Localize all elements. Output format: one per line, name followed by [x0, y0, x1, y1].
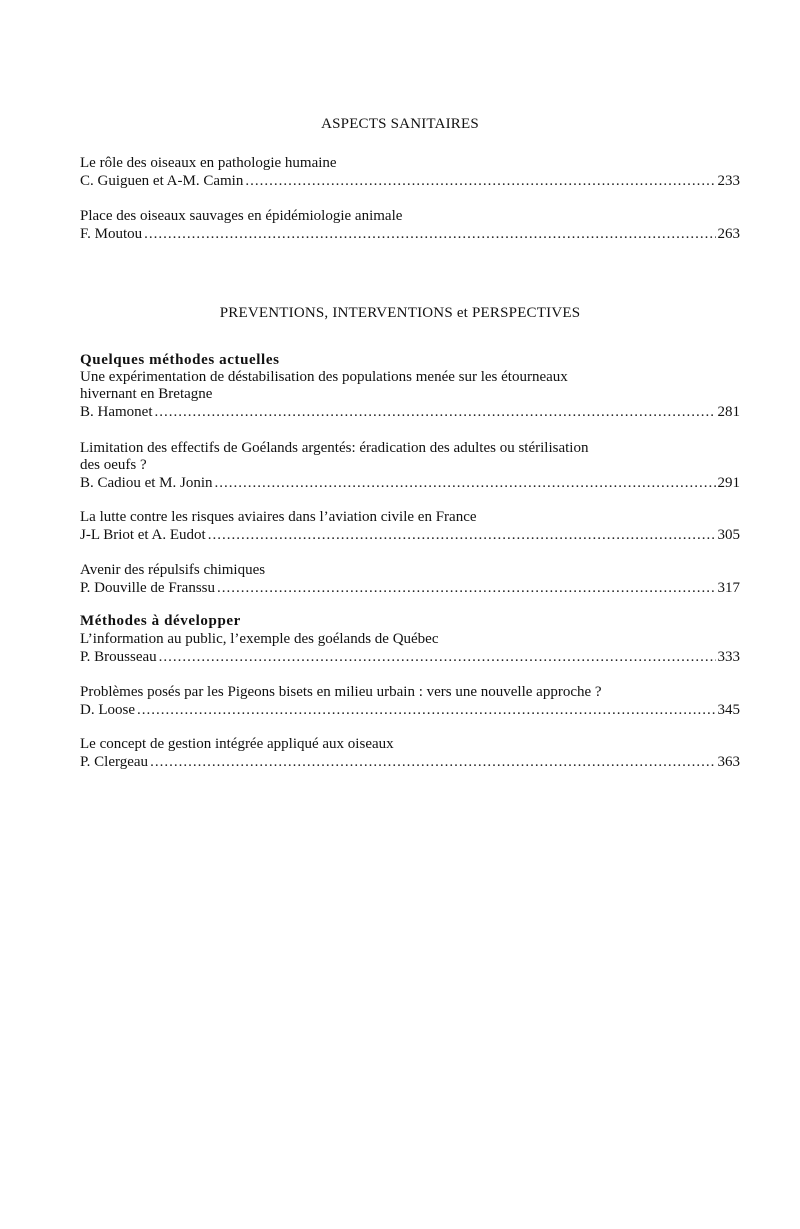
entry-page-number: 233 — [717, 173, 740, 189]
dot-leader — [245, 173, 715, 190]
entry-title: Limitation des effectifs de Goélands argentés: éradication des adultes ou stérilisation — [80, 440, 589, 456]
entry-author: D. Loose — [80, 702, 135, 718]
entry-page-number: 363 — [717, 754, 740, 770]
entry-author: C. Guiguen et A-M. Camin — [80, 173, 244, 189]
entry-author-line — [80, 527, 740, 545]
entry-title: L’information au public, l’exemple des goélands de Québec — [80, 631, 439, 647]
dot-leader — [155, 404, 716, 421]
entry-author: P. Douville de Franssu — [80, 580, 215, 596]
entry-author: P. Brousseau — [80, 649, 157, 665]
entry-page-number: 305 — [717, 527, 740, 543]
entry-author-line — [80, 580, 740, 598]
entry-title: Une expérimentation de déstabilisation des populations menée sur les étourneaux — [80, 369, 568, 385]
entry-title: Place des oiseaux sauvages en épidémiologie animale — [80, 208, 403, 224]
group-title-methodes-actuelles: Quelques méthodes actuelles — [80, 352, 280, 368]
entry-author: J-L Briot et A. Eudot — [80, 527, 206, 543]
entry-author-line — [80, 754, 740, 772]
entry-page-number: 291 — [717, 475, 740, 491]
dot-leader — [159, 649, 716, 666]
entry-author: P. Clergeau — [80, 754, 149, 770]
section-title-aspects-sanitaires: ASPECTS SANITAIRES — [321, 116, 479, 132]
entry-author-line — [80, 702, 740, 720]
entry-title: Problèmes posés par les Pigeons bisets en milieu urbain : vers une nouvelle approche ? — [80, 684, 602, 700]
entry-title-continued: hivernant en Bretagne — [80, 386, 213, 402]
group-title-methodes-a-developper: Méthodes à développer — [80, 613, 241, 629]
dot-leader — [217, 580, 716, 597]
dot-leader — [137, 702, 716, 719]
dot-leader — [208, 527, 716, 544]
dot-leader — [215, 475, 716, 492]
entry-title: Avenir des répulsifs chimiques — [80, 562, 266, 578]
entry-title: La lutte contre les risques aviaires dans l’aviation civile en France — [80, 509, 477, 525]
entry-author-line — [80, 404, 740, 422]
entry-page-number: 345 — [717, 702, 740, 718]
entry-author-line — [80, 649, 740, 667]
dot-leader — [144, 226, 715, 243]
entry-page-number: 317 — [717, 580, 740, 596]
entry-page-number: 333 — [717, 649, 740, 665]
entry-title: Le concept de gestion intégrée appliqué aux oiseaux — [80, 736, 394, 752]
entry-author: F. Moutou — [80, 226, 143, 242]
entry-author: B. Hamonet — [80, 404, 153, 420]
dot-leader — [150, 754, 715, 771]
entry-author-line — [80, 226, 740, 244]
entry-author: B. Cadiou et M. Jonin — [80, 475, 213, 491]
entry-author-line — [80, 173, 740, 191]
entry-page-number: 281 — [717, 404, 740, 420]
entry-page-number: 263 — [717, 226, 740, 242]
entry-title-continued: des oeufs ? — [80, 457, 147, 473]
entry-author-line — [80, 475, 740, 493]
section-title-preventions: PREVENTIONS, INTERVENTIONS et PERSPECTIVES — [219, 305, 581, 321]
entry-title: Le rôle des oiseaux en pathologie humaine — [80, 155, 337, 171]
